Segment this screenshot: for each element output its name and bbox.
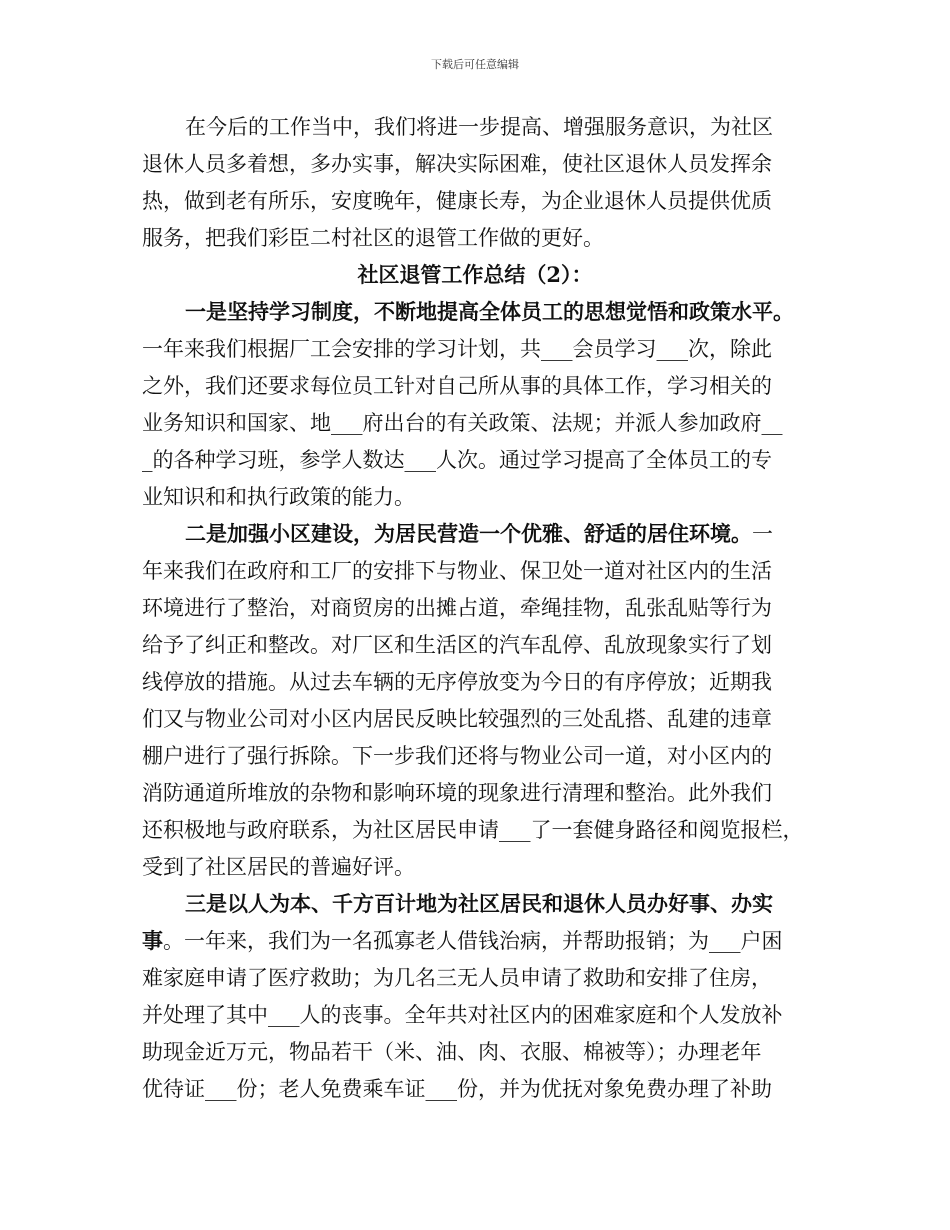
- point-line-2: [185, 520, 773, 548]
- section-title: 社区退管工作总结（2）：: [357, 262, 593, 287]
- paragraph-line: 消防通道所堆放的杂物和影响环境的现象进行清理和整治。此外我们: [142, 781, 772, 805]
- point-line-3: [142, 927, 783, 955]
- paragraph-line: 环境进行了整治，对商贸房的出摊占道，牵绳挂物，乱张乱贴等行为: [142, 596, 772, 620]
- paragraph-line: 热，做到老有所乐，安度晚年，健康长寿，为企业退休人员提供优质: [142, 189, 772, 213]
- paragraph-line: 受到了社区居民的普遍好评。: [142, 855, 415, 879]
- point-heading-3: 三是以人为本、千方百计地为社区居民和退休人员办好事、办实: [185, 891, 773, 916]
- paragraph-line: 退休人员多着想，多办实事，解决实际困难，使社区退休人员发挥余: [142, 152, 772, 176]
- paragraph-line: 业务知识和国家、地___府出台的有关政策、法规；并派人参加政府__: [142, 411, 783, 435]
- paragraph-line: 在今后的工作当中，我们将进一步提高、增强服务意识，为社区: [185, 115, 773, 139]
- paragraph-line: 业知识和和执行政策的能力。: [142, 485, 415, 509]
- point-heading-2: 二是加强小区建设，为居民营造一个优雅、舒适的居住环境。: [185, 521, 752, 546]
- paragraph-line: 给予了纠正和整改。对厂区和生活区的汽车乱停、乱放现象实行了划: [142, 633, 772, 657]
- paragraph-line: 线停放的措施。从过去车辆的无序停放变为今日的有序停放；近期我: [142, 670, 772, 694]
- paragraph-line: 们又与物业公司对小区内居民反映比较强烈的三处乱搭、乱建的违章: [142, 707, 772, 731]
- paragraph-line: 还积极地与政府联系，为社区居民申请___了一套健身路径和阅览报栏，: [142, 818, 804, 842]
- paragraph-line: 优待证___份；老人免费乘车证___份，并为优抚对象免费办理了补助: [142, 1077, 772, 1101]
- paragraph-line: 年来我们在政府和工厂的安排下与物业、保卫处一道对社区内的生活: [142, 559, 772, 583]
- point-heading-3-end: 事: [142, 928, 163, 953]
- paragraph-line: _的各种学习班，参学人数达___人次。通过学习提高了全体员工的专: [142, 448, 772, 472]
- page-header: 下载后可任意编辑: [431, 58, 519, 71]
- paragraph-line: 服务，把我们彩臣二村社区的退管工作做的更好。: [142, 226, 604, 250]
- point-heading-1: 一是坚持学习制度，不断地提高全体员工的思想觉悟和政策水平。: [185, 299, 794, 324]
- paragraph-line: 棚户进行了强行拆除。下一步我们还将与物业公司一道，对小区内的: [142, 744, 772, 768]
- paragraph-line: 之外，我们还要求每位员工针对自己所从事的具体工作，学习相关的: [142, 374, 772, 398]
- paragraph-line: 一年来我们根据厂工会安排的学习计划，共___会员学习___次，除此: [142, 337, 772, 361]
- paragraph-text: 。一年来，我们为一名孤寡老人借钱治病，并帮助报销；为___户困: [163, 929, 783, 953]
- paragraph-line: 难家庭申请了医疗救助；为几名三无人员申请了救助和安排了住房，: [142, 966, 772, 990]
- paragraph-line: 助现金近万元，物品若干（米、油、肉、衣服、棉被等）；办理老年: [142, 1040, 762, 1064]
- paragraph-line: 并处理了其中___人的丧事。全年共对社区内的困难家庭和个人发放补: [142, 1003, 783, 1027]
- paragraph-text: 一: [752, 522, 773, 546]
